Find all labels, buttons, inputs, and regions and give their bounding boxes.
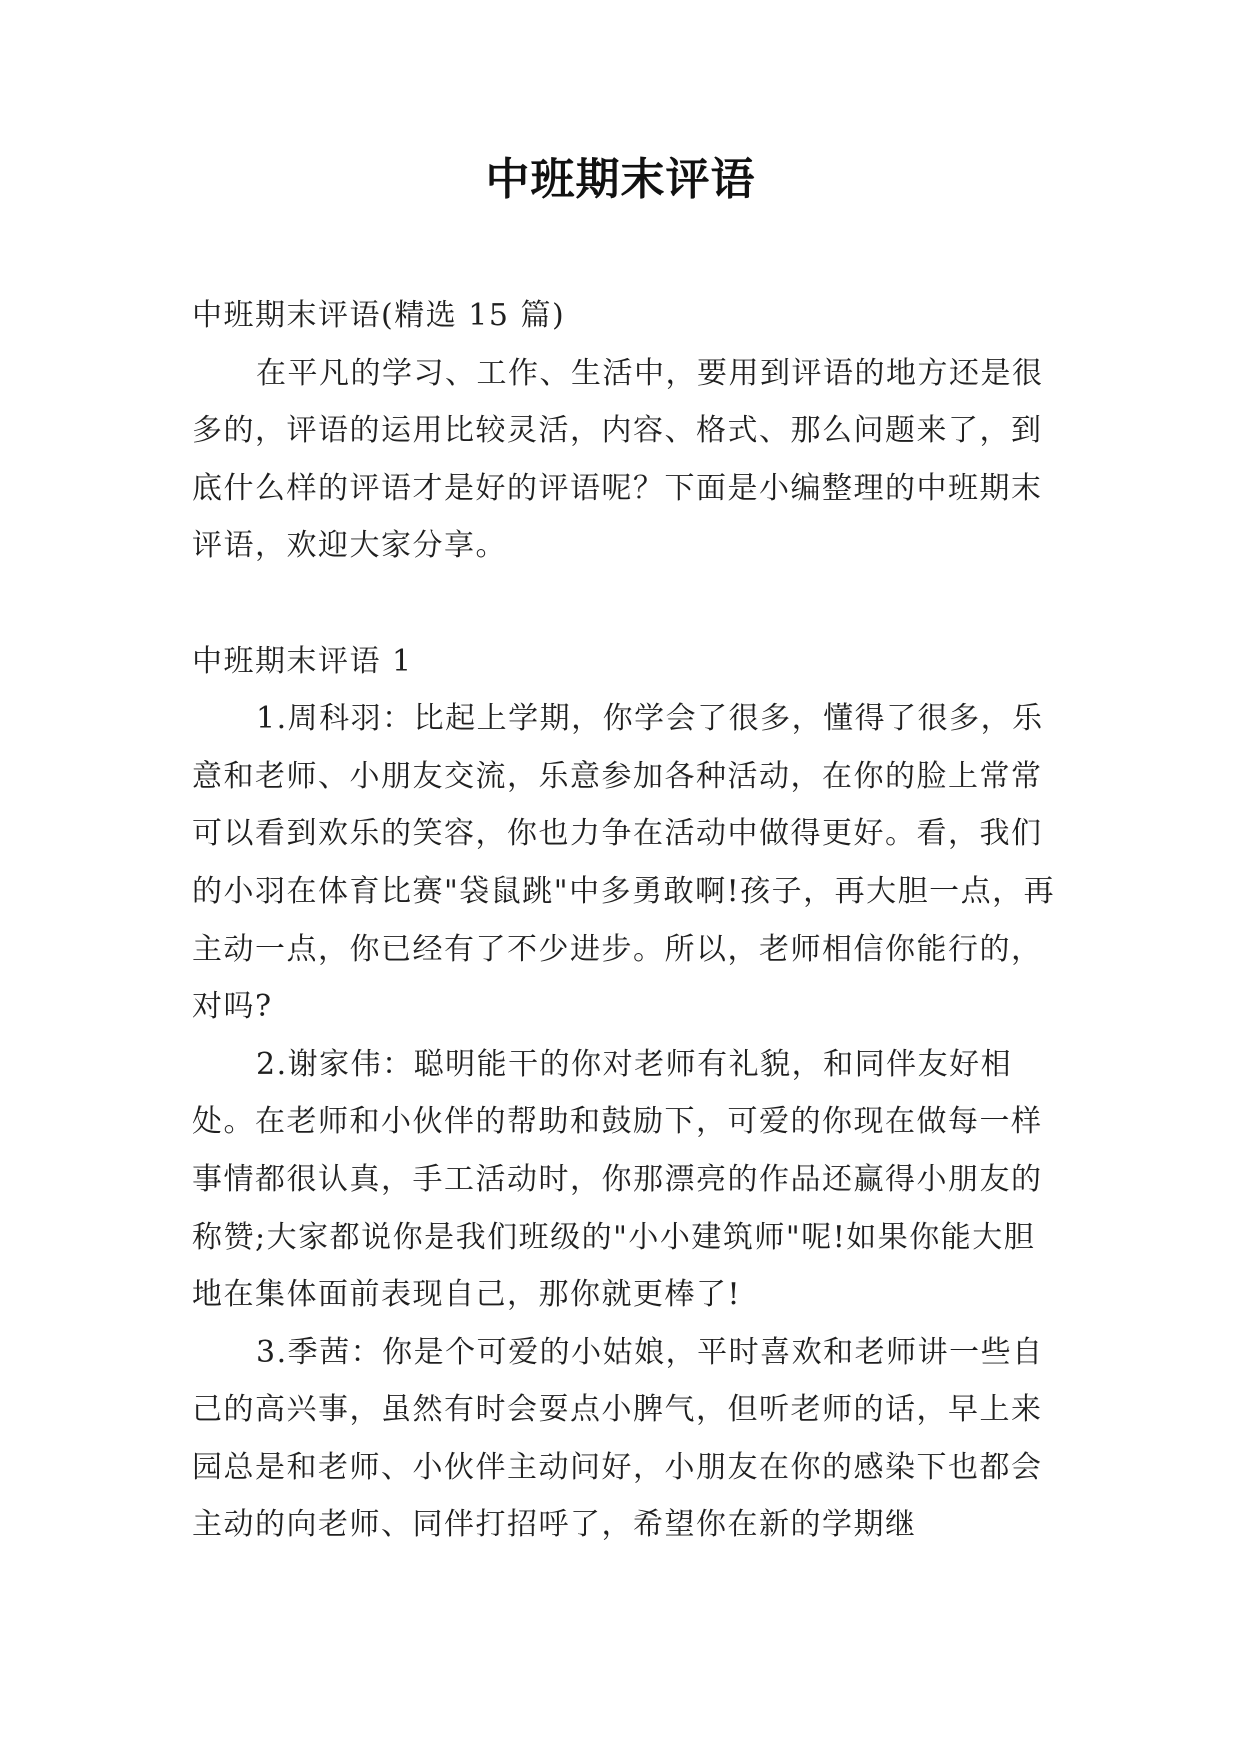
document-body: [192, 287, 1060, 1554]
section-heading: 中班期末评语 1: [192, 643, 413, 679]
document-subtitle: 中班期末评语(精选 15 篇): [192, 298, 566, 333]
intro-paragraph: 在平凡的学习、工作、生活中，要用到评语的地方还是很多的，评语的运用比较灵活，内容、格式、那么问题来了，到底什么样的评语才是好的评语呢？下面是小编整理的中班期末评语，欢迎大家分享。: [192, 355, 1044, 564]
comment-paragraph: 3.季茜：你是个可爱的小姑娘，平时喜欢和老师讲一些自己的高兴事，虽然有时会耍点小脾气，但听老师的话，早上来园总是和老师、小伙伴主动问好，小朋友在你的感染下也都会主动的向老师、同伴打招呼了，希望你在新的学期继: [192, 1334, 1044, 1543]
document-title: 中班期末评语: [485, 154, 756, 205]
comment-paragraph: 2.谢家伟：聪明能干的你对老师有礼貌，和同伴友好相处。在老师和小伙伴的帮助和鼓励下，可爱的你现在做每一样事情都很认真，手工活动时，你那漂亮的作品还赢得小朋友的称赞;大家都说你是我们班级的"小小建筑师"呢!如果你能大胆地在集体面前表现自己，那你就更棒了!: [192, 1046, 1043, 1313]
paragraph-spacer: [192, 575, 1060, 633]
comment-paragraph: 1.周科羽：比起上学期，你学会了很多，懂得了很多，乐意和老师、小朋友交流，乐意参加各种活动，在你的脸上常常可以看到欢乐的笑容，你也力争在活动中做得更好。看，我们的小羽在体育比赛"袋鼠跳"中多勇敢啊!孩子，再大胆一点，再主动一点，你已经有了不少进步。所以，老师相信你能行的，对吗?: [192, 701, 1056, 1025]
